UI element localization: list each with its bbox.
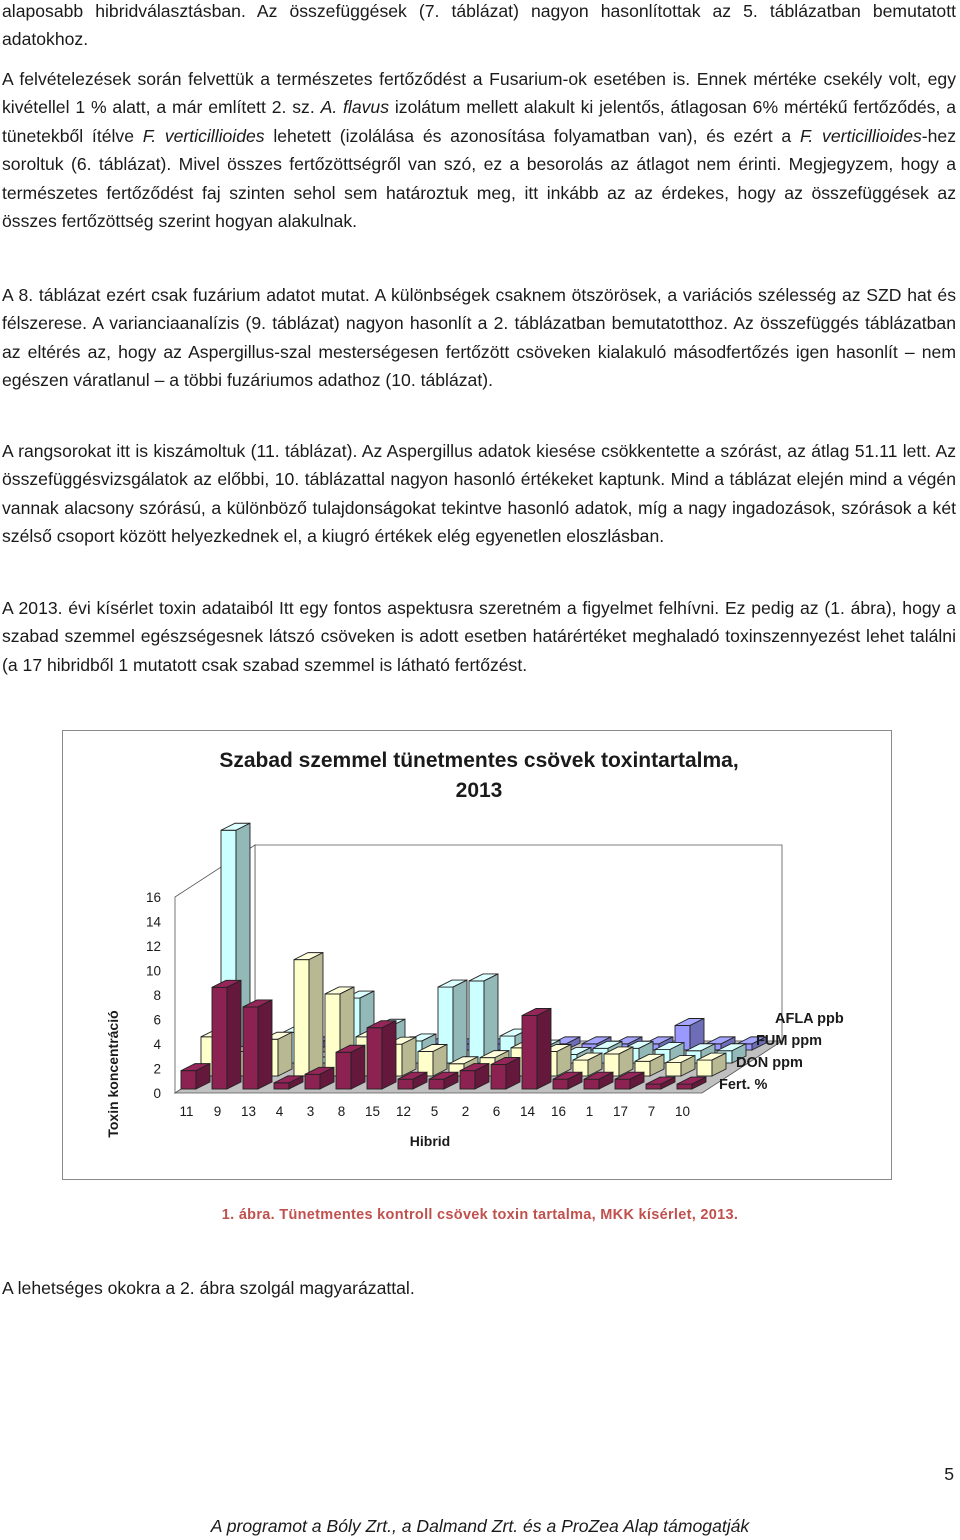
bar-front (491, 1065, 506, 1090)
paragraph-fusarium (2, 65, 956, 235)
text-run: A felvételezések során felvettük a természetes fertőződést a Fusarium-ok esetében is. Ennek mértéke csekély volt, egy kivétellel 1 % alatt, a már említett 2. sz. (2, 69, 956, 118)
y-tick-label: 2 (153, 1061, 161, 1077)
x-tick-label: 16 (550, 1104, 567, 1119)
paragraph-rank: A rangsorokat itt is kiszámoltuk (11. táblázat). Az Aspergillus adatok kiesése csökkentette a szórást, az átlag 51.11 lett. Az összefüggésvizsgálatok az előbbi, 10. táblázattal nagyon hasonló értékeket kaptunk. Mind a táblázat elején mind a végén vannak alacsony szórású, a különböző tulajdonságokat tekintve hasonló adatok, míg a nagy ingadozások, szórások a két szélső csoport között helyezkednek el, a kiugró értékek elég egyenetlen eloszlásban. (2, 441, 956, 547)
chart-title-line1: Szabad szemmel tünetmentes csövek toxintartalma, (219, 749, 739, 772)
bar-front (243, 1007, 258, 1089)
bar-front (305, 1074, 320, 1089)
bar-afla-ppb (336, 1045, 365, 1089)
legend-label: DON ppm (736, 1055, 803, 1071)
bar-front (646, 1084, 661, 1089)
paragraph-intro: alaposabb hibridválasztásban. Az összefüggések (7. táblázat) nagyon hasonlítottak az 5. táblázatban bemutatott adatokhoz. (2, 1, 956, 50)
bar-side (402, 1037, 416, 1076)
bar-front (294, 960, 309, 1076)
chart-frame (62, 730, 892, 1180)
bar-side (484, 974, 498, 1063)
x-tick-label: 10 (674, 1104, 691, 1119)
bar-front (615, 1079, 630, 1089)
bar-afla-ppb (367, 1021, 396, 1089)
bar-front (336, 1052, 351, 1089)
x-tick-label: 8 (337, 1104, 346, 1119)
bar-side (351, 1045, 365, 1089)
x-tick-label: 11 (179, 1104, 194, 1119)
y-tick-label: 10 (145, 963, 161, 979)
bar-front (584, 1079, 599, 1089)
chart-x-axis-label: Hibrid (409, 1133, 451, 1149)
y-tick-label: 0 (153, 1086, 161, 1101)
bar-fum-ppm (294, 953, 323, 1076)
y-tick-label: 14 (145, 914, 161, 930)
x-tick-label: 17 (612, 1104, 629, 1119)
text-run: -hez soroltuk (6. táblázat). Mivel összes fertőzöttségről van szó, ez a besorolás az átlagot nem érinti. Megjegyzem, hogy a természetes fertőződést faj szinten sehol sem határoztuk meg, itt inkább az az érdekes, hogy az összefüggések az összes fertőzöttség szerint hogyan alakulnak. (2, 125, 957, 232)
figure-caption: 1. ábra. Tünetmentes kontroll csövek toxin tartalma, MKK kísérlet, 2013. (221, 1207, 739, 1223)
y-tick-label: 8 (153, 988, 161, 1003)
x-tick-label: 3 (306, 1104, 315, 1119)
bar-front (697, 1060, 712, 1076)
bar-afla-ppb (243, 1000, 272, 1089)
bar-front (553, 1079, 568, 1089)
text-run: lehetett (izolálása és azonosítása folyamatban van), és ezért a (264, 125, 800, 146)
bar-front (181, 1071, 196, 1089)
x-tick-label: 9 (213, 1104, 222, 1119)
x-tick-label: 6 (492, 1104, 501, 1119)
text-run: izolátum mellett alakult ki jelentős, átlagosan 6% mértékű fertőződés, a tünetekből ítélve (2, 97, 956, 146)
bar-side (309, 953, 323, 1076)
bar-don-ppm (469, 974, 498, 1063)
paragraph-table8: A 8. táblázat ezért csak fuzárium adatot mutat. A különbségek csaknem ötszörösek, a variációs szélesség az SZD hat és félszerese. A varianciaanalízis (9. táblázat) nagyon hasonlít a 2. táblázatban bemutatotthoz. Az összefüggés táblázatban az eltérés az, hogy az Aspergillus-szal mesterségesen fertőzött csöveken kialakuló másodfertőzés igen hasonlít – nem egészen váratlanul – a többi fuzáriumos adathoz (10. táblázat). (2, 285, 956, 391)
bar-front (398, 1079, 413, 1089)
bar-front (460, 1071, 475, 1089)
bar-afla-ppb (522, 1009, 551, 1090)
x-tick-label: 2 (461, 1104, 470, 1119)
bar-side (537, 1009, 551, 1090)
chart-y-axis-label: Toxin koncentráció (105, 1010, 121, 1138)
bar-side (453, 980, 467, 1063)
bar-front (212, 987, 227, 1089)
x-tick-label: 4 (275, 1104, 284, 1119)
bar-side (258, 1000, 272, 1089)
x-tick-label: 13 (240, 1104, 257, 1119)
legend-label: FUM ppm (756, 1033, 823, 1049)
x-tick-label: 1 (585, 1104, 594, 1119)
legend-label: AFLA ppb (775, 1011, 844, 1027)
paragraph-after-chart: A lehetséges okokra a 2. ábra szolgál magyarázattal. (2, 1278, 415, 1298)
legend-label: Fert. % (719, 1077, 768, 1093)
bar-front (469, 981, 484, 1063)
species-name: A. flavus (320, 97, 390, 118)
x-tick-label: 12 (395, 1104, 412, 1119)
bar-fum-ppm (604, 1047, 633, 1076)
y-tick-label: 6 (153, 1012, 161, 1028)
x-tick-label: 14 (519, 1104, 536, 1119)
chart-title-line2: 2013 (455, 779, 503, 802)
bar-front (677, 1084, 692, 1089)
x-tick-label: 5 (430, 1104, 439, 1119)
bar-front (429, 1079, 444, 1089)
bar-afla-ppb (212, 980, 241, 1089)
page-footer: A programot a Bóly Zrt., a Dalmand Zrt. és a ProZea Alap támogatják (210, 1516, 750, 1536)
bar-afla-ppb (491, 1058, 520, 1090)
bar-front (522, 1016, 537, 1090)
bar-front (666, 1063, 681, 1076)
y-tick-label: 12 (145, 939, 161, 954)
bar-fum-ppm (418, 1045, 447, 1077)
bar-front (274, 1083, 289, 1089)
y-tick-label: 4 (153, 1037, 161, 1052)
species-name: F. verticillioides (142, 125, 265, 146)
paragraph-toxin-2013: A 2013. évi kísérlet toxin adataiból Itt egy fontos aspektusra szeretném a figyelmet felhívni. Ez pedig az (1. ábra), hogy a szabad szemmel egészségesnek látszó csöveken is adott esetben határértéket meghaladó toxinszennyezést lehet találni (a 17 hibridből 1 mutatott csak szabad szemmel is látható fertőzést. (2, 598, 956, 675)
y-tick-label: 16 (145, 890, 161, 905)
x-tick-label: 7 (647, 1104, 656, 1119)
x-tick-label: 15 (364, 1104, 381, 1119)
species-name: F. verticillioides (799, 125, 922, 146)
bar-front (367, 1028, 382, 1089)
bar-side (227, 980, 241, 1089)
bar-side (382, 1021, 396, 1089)
page-number: 5 (944, 1464, 954, 1484)
toxin-bar-chart (63, 731, 893, 1181)
bar-side (278, 1032, 292, 1076)
